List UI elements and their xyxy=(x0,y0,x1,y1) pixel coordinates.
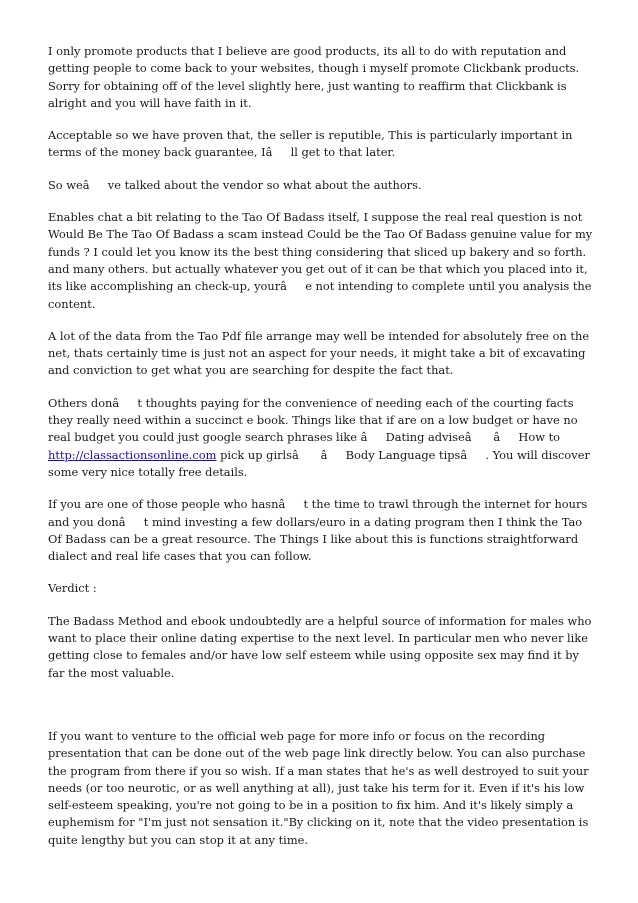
paragraph-3: So weâve talked about the vendor so what about the authors. xyxy=(48,177,422,192)
paragraph-final: If you want to venture to the official web page for more info or focus on the recording presentation that can be done out of the web page link directly below. You can also purchase the program from there if you so wish. If a man states that he's as well destroyed to suit your needs (or too neurotic, or as well anything at all), just take his term for it. Even if it's his low self-esteem speaking, you're not going to be in a position to fix him. And it's likely simply a euphemism for "I'm just not sensation it."By clicking on it, note that the video presentation is quite lengthy but you can stop it at any time. xyxy=(48,728,589,847)
paragraph-1: I only promote products that I believe are good products, its all to do with reputation and getting people to come back to your websites, though i myself promote Clickbank products. Sorry for obtaining off of the level slightly here, just wanting to reaffirm that Clickbank is alright and you will have faith in it. xyxy=(48,44,580,110)
paragraph-7: If you are one of those people who hasnât the time to trawl through the internet for hours and you donât mind investing a few dollars/euro in a dating program then I think the Tao Of Badass can be a great resource. The Things I like about this is functions straightforward dialect and real life cases that you can follow. xyxy=(48,497,588,564)
paragraph-6 xyxy=(48,395,598,481)
classactionsonline-link[interactable]: http://classactionsonline.com xyxy=(48,447,217,462)
paragraph-verdict: The Badass Method and ebook undoubtedly are a helpful source of information for males who want to place their online dating expertise to the next level. In particular men who never like getting close to females and/or have low self esteem while using opposite sex may find it by far the most valuable. xyxy=(48,613,592,680)
paragraph-5: A lot of the data from the Tao Pdf file arrange may well be intended for absolutely free on the net, thats certainly time is just not an aspect for your needs, it might take a bit of excavating and conviction to get what you are searching for despite the fact that. xyxy=(48,328,590,378)
paragraph-2: Acceptable so we have proven that, the seller is reputible, This is particularly important in terms of the money back guarantee, Iâll get to that later. xyxy=(48,128,573,160)
paragraph-4: Enables chat a bit relating to the Tao Of Badass itself, I suppose the real real question is not Would Be The Tao Of Badass a scam instead Could be the Tao Of Badass genuine value for my funds ? I could let you know its the best thing considering that sliced up bakery and so forth. and many others. but actually whatever you get out of it can be that which you placed into it, its like accomplishing an check-up, yourâe not intending to complete until you analysis the content. xyxy=(48,210,593,311)
paragraph-6-text-after-link: pick up girlsâ âBody Language tipsâ. You will discover some very nice totally free details. xyxy=(48,447,590,479)
verdict-heading: Verdict : xyxy=(48,581,97,596)
paragraph-6-text-before-link: Others donât thoughts paying for the convenience of needing each of the courting facts they really need within a succinct e book. Things like that if are on a low budget or have no real budget you could just google search phrases like âDating adviseâ âHow to xyxy=(48,395,578,445)
